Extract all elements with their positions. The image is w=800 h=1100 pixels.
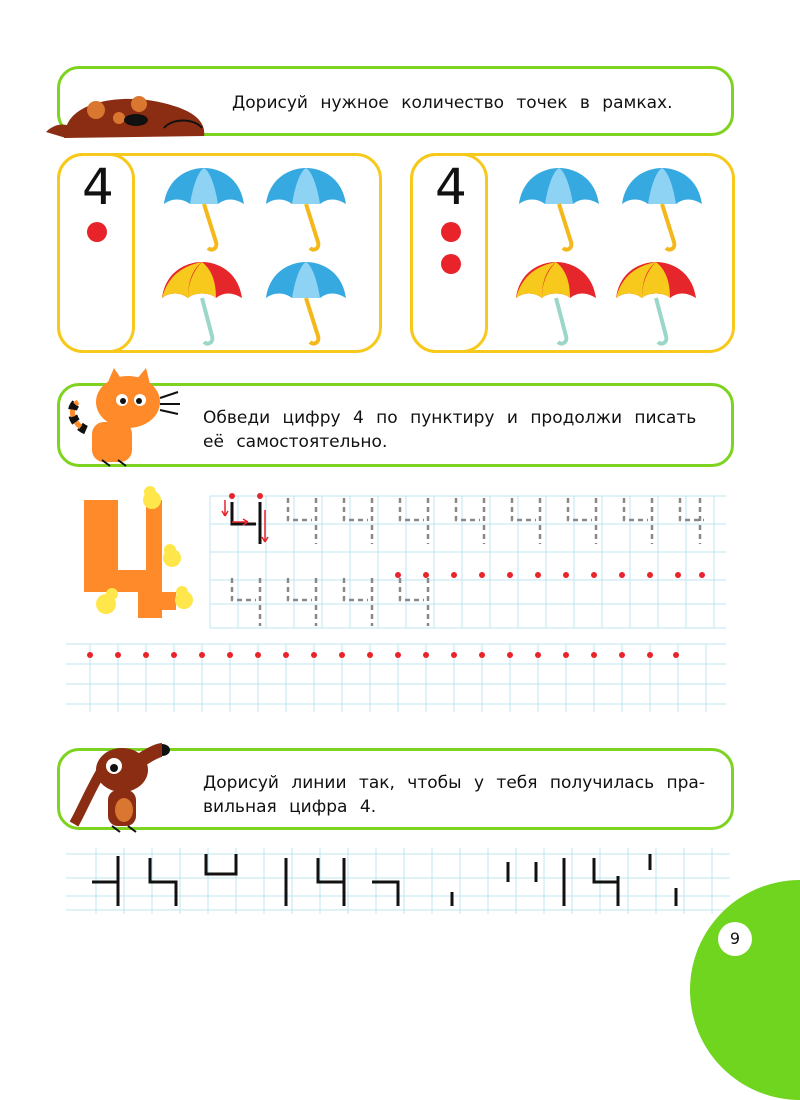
frame-digit-1: 4 (82, 158, 114, 216)
orange-cat-illustration (62, 368, 186, 468)
umbrella-blue-icon (164, 168, 244, 250)
count-dot (441, 222, 461, 242)
completion-grid (0, 848, 800, 918)
count-dot (441, 254, 461, 274)
dashed-fours-row2 (232, 578, 428, 626)
umbrella-red-yellow-icon (162, 262, 242, 344)
brown-dog-illustration (68, 740, 178, 836)
count-dot (87, 222, 107, 242)
sleeping-dog-illustration (44, 88, 214, 144)
task1-instruction: Дорисуй нужное количество точек в рамках. (232, 93, 673, 113)
umbrella-blue-icon (622, 168, 702, 250)
umbrella-blue-icon (266, 262, 346, 344)
umbrella-blue-icon (266, 168, 346, 250)
umbrella-red-yellow-icon (616, 262, 696, 344)
frames-decoration (0, 150, 800, 360)
task2-instruction-line1: Обведи цифру 4 по пунктиру и продолжи писать (203, 408, 697, 428)
task3-instruction-line2: вильная цифра 4. (203, 797, 377, 817)
start-dots-row3 (87, 652, 679, 658)
tracing-area (0, 480, 800, 730)
task3-instruction-line1: Дорисуй линии так, чтобы у тебя получилась пра- (203, 773, 705, 793)
umbrella-blue-icon (519, 168, 599, 250)
frame-digit-2: 4 (435, 158, 467, 216)
page-number: 9 (718, 922, 752, 956)
umbrella-red-yellow-icon (516, 262, 596, 344)
task2-instruction-line2: её самостоятельно. (203, 432, 388, 452)
